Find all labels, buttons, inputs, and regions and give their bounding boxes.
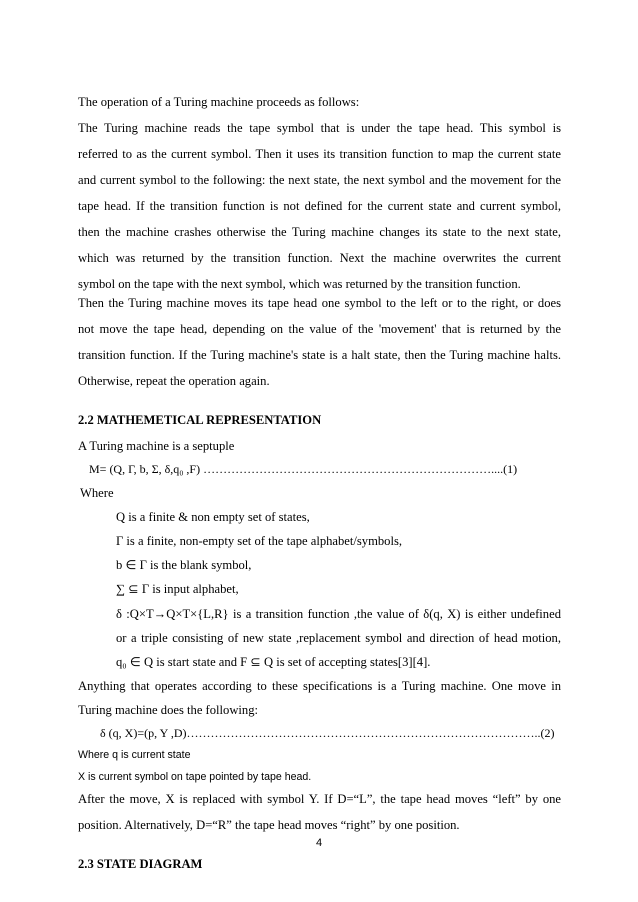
page-number: 4 [315,837,323,849]
definition-item: ∑ ⊆ Γ is input alphabet, [116,582,239,596]
where-label: Where [80,486,114,500]
paragraph-line: not move the tape head, depending on the value of the 'movement' that is returned by the [78,322,561,336]
paragraph-line: then the machine crashes otherwise the Turing machine changes its state to the next state, [78,225,561,239]
paragraph-line: Where q is current state [78,749,191,761]
definition-item: q₀ ∈ Q is start state and F ⊆ Q is set of accepting states[3][4]. [116,655,431,669]
paragraph-line: Turing machine does the following: [78,703,259,717]
paragraph-line: Then the Turing machine moves its tape head one symbol to the left or to the right, or does [78,296,561,310]
section-heading: 2.2 MATHEMETICAL REPRESENTATION [78,413,322,427]
paragraph-line: symbol on the tape with the next symbol, which was returned by the transition function. [78,277,521,291]
paragraph-intro: The operation of a Turing machine proceeds as follows: [78,95,360,109]
paragraph-line: Anything that operates according to these specifications is a Turing machine. One move in [78,679,561,693]
paragraph-line: Otherwise, repeat the operation again. [78,374,270,388]
definition-item: δ :Q×T→Q×T×{L,R} is a transition function ,the value of δ(q, X) is either undefined [116,607,561,621]
paragraph-line: which was returned by the transition function. Next the machine overwrites the current [78,251,561,265]
paragraph-line: After the move, X is replaced with symbol Y. If D=“L”, the tape head moves “left” by one [78,792,561,806]
paragraph-line: referred to as the current symbol. Then it uses its transition function to map the current state [78,147,561,161]
equation-2: δ (q, X)=(p, Y ,D)……………………………………………………………………………..(2) [100,726,555,740]
definition-item: or a triple consisting of new state ,replacement symbol and direction of head motion, [116,631,561,645]
paragraph-line: tape head. If the transition function is not defined for the current state and current symbol, [78,199,561,213]
section-heading: 2.3 STATE DIAGRAM [78,857,203,871]
paragraph-line: X is current symbol on tape pointed by tape head. [78,771,312,783]
paragraph-line: A Turing machine is a septuple [78,439,235,453]
paragraph-line: The Turing machine reads the tape symbol that is under the tape head. This symbol is [78,121,561,135]
definition-item: Γ is a finite, non-empty set of the tape alphabet/symbols, [116,534,403,548]
equation-1: M= (Q, Γ, b, Σ, δ,q₀ ,F) ………………………………………………………………....(1) [89,462,518,476]
paragraph-line: position. Alternatively, D=“R” the tape head moves “right” by one position. [78,818,460,832]
paragraph-line: transition function. If the Turing machine's state is a halt state, then the Turing machine halts. [78,348,561,362]
definition-item: b ∈ Γ is the blank symbol, [116,558,252,572]
paragraph-line: and current symbol to the following: the next state, the next symbol and the movement for the [78,173,561,187]
definition-item: Q is a finite & non empty set of states, [116,510,310,524]
